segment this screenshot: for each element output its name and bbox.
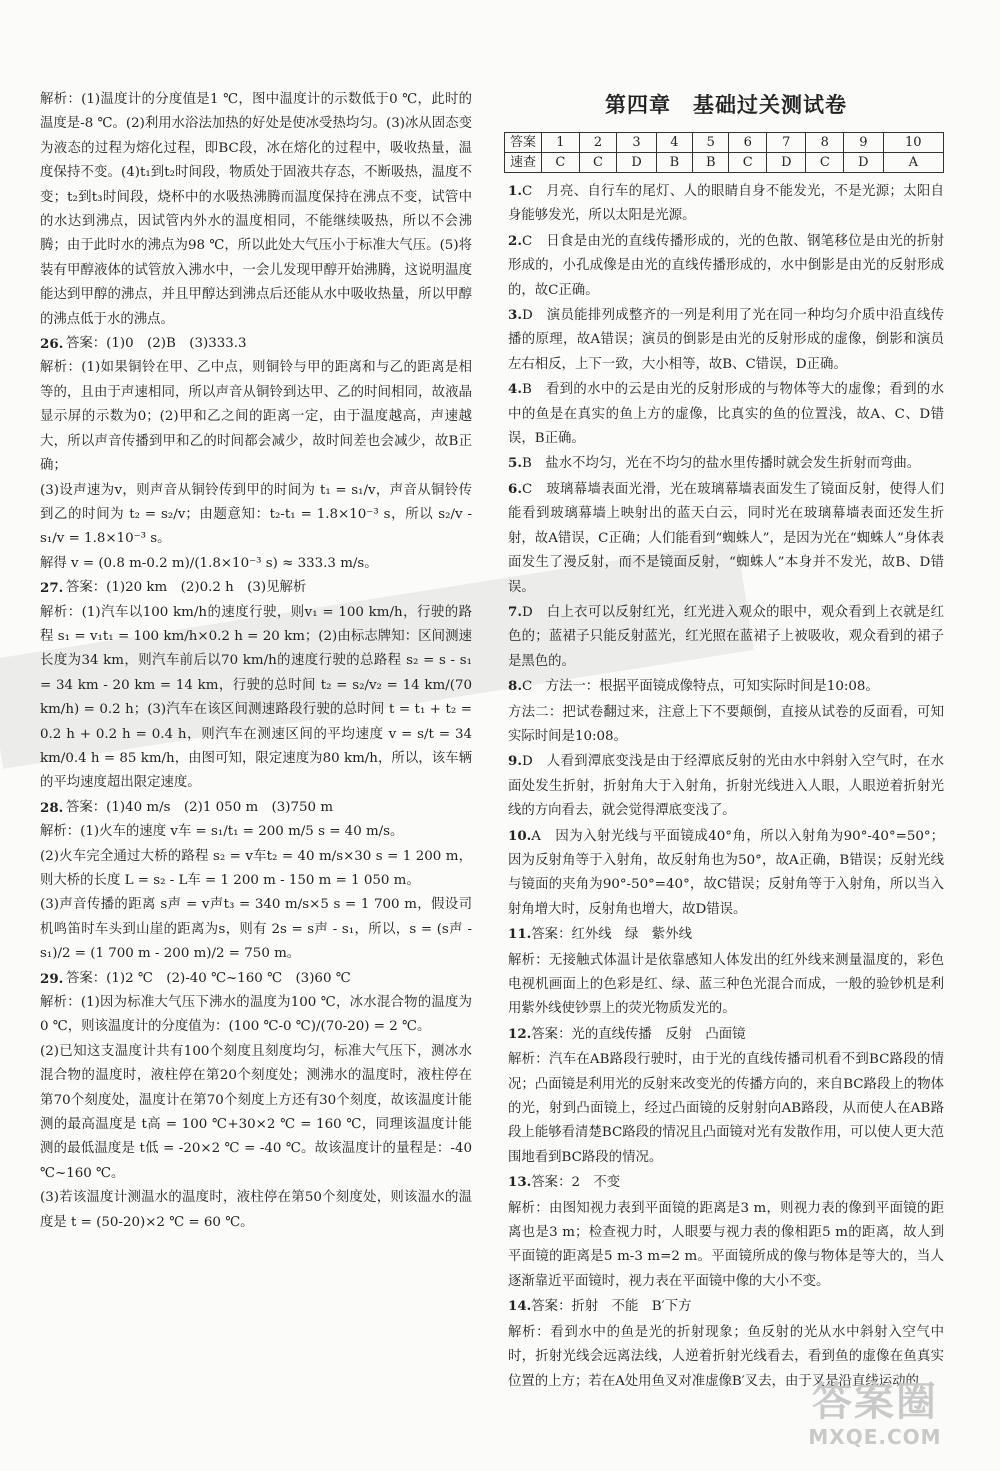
item-text: C 月亮、自行车的尾灯、人的眼睛自身不能发光，不是光源；太阳自身能够发光，所以太阳是光源。 xyxy=(508,184,944,224)
item-text: 方法二：把试卷翻过来，注意上下不要颠倒，直接从试卷的反面看，可知实际时间是10:08。 xyxy=(508,704,944,744)
answer-item xyxy=(508,674,944,699)
item-text: D 白上衣可以反射红光，红光进入观众的眼中，观众看到上衣就是红色的；蓝裙子只能反射蓝光，红光照在蓝裙子上被吸收，观众看到的裙子是黑色的。 xyxy=(508,604,944,669)
question-number: 28. xyxy=(40,799,64,816)
item-text: C 玻璃幕墙表面光滑，光在玻璃幕墙表面发生了镜面反射，使得人们能看到玻璃幕墙上映射出的蓝天白云，同时光在玻璃幕墙表面还发生折射，故A错误，C正确；人们能看到“蜘蛛人”，是因为光在“蜘蛛人”身体表面发生了漫反射，而不是镜面反射，“蜘蛛人”本身并不发光，故B、D错误。 xyxy=(508,481,944,595)
analysis-text: 解析：(1)如果铜铃在甲、乙中点，则铜铃与甲的距离和与乙的距离是相等的，且由于声速相同，所以声音从铜铃到达甲、乙的时间相同，故液晶显示屏的示数为0；(2)甲和乙之间的距离一定，由于温度越高，声速越大，所以声音传播到甲和乙的时间都会减少，故时间差也会减少，故B正确； xyxy=(40,360,472,474)
table-cell: 6 xyxy=(729,133,767,153)
watermark-url: MXQE.COM xyxy=(808,1425,942,1449)
question-number: 27. xyxy=(40,580,64,597)
analysis-text: 解析：(1)火车的速度 v车 = s₁/t₁ = 200 m/5 s = 40 m/s。 xyxy=(40,824,404,840)
table-cell: B xyxy=(656,153,692,173)
answer-table-number-row xyxy=(505,133,944,153)
left-column xyxy=(40,88,472,1235)
table-cell: 3 xyxy=(617,133,656,153)
question-number: 7. xyxy=(508,603,522,620)
question-26 xyxy=(40,332,472,576)
answer-item xyxy=(508,303,944,377)
question-number: 1. xyxy=(508,183,522,199)
item-text: 解析：看到水中的鱼是光的折射现象；鱼反射的光从水中斜射入空气中时，折射光线会远离法线，人逆着折射光线看去，看到鱼的虚像在鱼真实位置的上方；若在A处用鱼叉对准虚像B′叉去，由于叉是沿直线运动的， xyxy=(508,1324,944,1389)
question-27 xyxy=(40,576,472,796)
answer-item xyxy=(508,1022,944,1047)
answer-item xyxy=(508,377,944,451)
table-cell: 10 xyxy=(883,133,943,153)
item-text: B 盐水不均匀，光在不均匀的盐水里传播时就会发生折射而弯曲。 xyxy=(521,456,921,472)
question-number: 2. xyxy=(508,232,522,249)
chapter-title: 第四章 基础过关测试卷 xyxy=(605,93,847,117)
site-watermark xyxy=(780,1379,970,1459)
answer-item xyxy=(508,1047,944,1170)
table-cell: D xyxy=(844,153,883,173)
question-number: 5. xyxy=(508,455,522,472)
answer-line: 答案：(1)40 m/s (2)1 050 m (3)750 m xyxy=(66,799,334,815)
analysis-text: (2)火车完全通过大桥的路程 s₂ = v车t₂ = 40 m/s×30 s = 1 200 m，则大桥的长度 L = s₂ - L车 = 1 200 m - 150 m = 1 050 m。 xyxy=(40,848,472,888)
table-cell: B xyxy=(693,153,729,173)
table-cell: C xyxy=(542,153,580,173)
table-cell: 2 xyxy=(579,133,617,153)
right-items xyxy=(508,179,944,1394)
question-number: 13. xyxy=(508,1174,532,1191)
item-text: 解析：无接触式体温计是依靠感知人体发出的红外线来测量温度的，彩色电视机画面上的色彩是红、绿、蓝三种色光混合而成，一般的验钞机是利用紫外线使钞票上的荧光物质发光的。 xyxy=(508,952,944,1017)
watermark-logo-text: 答案圈 xyxy=(812,1379,938,1425)
table-cell: 7 xyxy=(767,133,806,153)
table-cell: 8 xyxy=(806,133,844,153)
answer-table xyxy=(504,132,944,173)
table-cell: 9 xyxy=(844,133,883,153)
table-cell: D xyxy=(617,153,656,173)
analysis-text: 解析：(1)因为标准大气压下沸水的温度为100 ℃，冰水混合物的温度为0 ℃，则该温度计的分度值为：(100 ℃-0 ℃)/(70-20) = 2 ℃。 xyxy=(40,995,472,1035)
answer-item xyxy=(508,1170,944,1195)
table-cell: C xyxy=(729,153,767,173)
item-text: D 人看到潭底变浅是由于经潭底反射的光由水中斜射入空气时，在水面处发生折射，折射角大于入射角，折射光线进入人眼，人眼逆着折射光线的方向看去，就会觉得潭底变浅了。 xyxy=(508,754,944,819)
item-text: 答案：光的直线传播 反射 凸面镜 xyxy=(531,1026,746,1042)
analysis-text: (3)若该温度计测温水的温度时，液柱停在第50个刻度处，则该温水的温度是 t = (50-20)×2 ℃ = 60 ℃。 xyxy=(40,1190,472,1230)
answer-line: 答案：(1)2 ℃ (2)-40 ℃~160 ℃ (3)60 ℃ xyxy=(66,970,351,986)
table-cell: D xyxy=(767,153,806,173)
question-number: 8. xyxy=(508,678,522,695)
question-number: 29. xyxy=(40,970,64,987)
answer-item xyxy=(508,1196,944,1295)
right-column xyxy=(508,90,944,1394)
item-text: B 看到的水中的云是由光的反射形成的与物体等大的虚像；看到的水中的鱼是在真实的鱼上方的虚像，比真实的鱼的位置浅，故A、C、D错误，B正确。 xyxy=(508,382,944,447)
question-number: 14. xyxy=(508,1298,532,1315)
item-text: 答案：折射 不能 B′下方 xyxy=(531,1299,692,1315)
question-28 xyxy=(40,796,472,967)
q25-analysis xyxy=(40,88,472,332)
analysis-text: (2)已知这支温度计共有100个刻度且刻度均匀，标准大气压下，测冰水混合物的温度时，液柱停在第20个刻度处；测沸水的温度时，液柱停在第70个刻度处，温度计在第70个刻度上方还有30个刻度，故该温度计能测的最高温度是 t高 = 100 ℃+30×2 ℃ = 160 ℃，同理该温度计能测的最低温度是 t低 = -20×2 ℃ = -40 ℃。故该温度计的量程是：-40 ℃~160 ℃。 xyxy=(40,1043,472,1181)
answer-item xyxy=(508,451,944,476)
q25-analysis-text: 解析：(1)温度计的分度值是1 ℃，图中温度计的示数低于0 ℃，此时的温度是-8 ℃。(2)利用水浴法加热的好处是使冰受热均匀。(3)冰从固态变为液态的过程为熔化过程，即BC段，冰在熔化的过程中，吸收热量，温度保持不变。(4)t₁到t₂时间段，物质处于固液共存态，不断吸热，温度不变；t₂到t₃时间段，烧杯中的水吸热沸腾而温度保持在沸点不变，试管中的水达到沸点，因试管内外水的温度相同，不能继续吸热，所以不会沸腾；由于此时水的沸点为98 ℃，所以此处大气压小于标准大气压。(5)将装有甲醇液体的试管放入沸水中，一会儿发现甲醇开始沸腾，这说明温度能达到甲醇的沸点，并且甲醇达到沸点后还能从水中吸收热量，所以甲醇的沸点低于水的沸点。 xyxy=(40,92,472,327)
table-label: 答案 xyxy=(505,133,542,153)
table-cell: 5 xyxy=(693,133,729,153)
item-text: D 演员能排列成整齐的一列是利用了光在同一种均匀介质中沿直线传播的原理，故A错误；演员的倒影是由光的反射形成的虚像，倒影和演员左右相反，上下一致，大小相等，故B、C错误，D正确。 xyxy=(508,308,944,372)
question-number: 10. xyxy=(508,827,532,844)
table-cell: C xyxy=(579,153,617,173)
table-label: 速查 xyxy=(505,153,542,173)
question-number: 9. xyxy=(508,753,522,770)
answer-table-answer-row xyxy=(505,153,944,173)
answer-item xyxy=(508,922,944,947)
question-number: 6. xyxy=(508,480,522,497)
answer-item xyxy=(508,749,944,823)
analysis-text: 解得 v = (0.8 m-0.2 m)/(1.8×10⁻³ s) ≈ 333.3 m/s。 xyxy=(40,555,378,571)
analysis-text: (3)声音传播的距离 s声 = v声t₃ = 340 m/s×5 s = 1 700 m，假设司机鸣笛时车头到山崖的距离为s，则有 2s = s声 - s₁，所以，s = (s声 - s₁)/2 = (1 700 m - 200 m)/2 = 750 m。 xyxy=(40,897,472,962)
table-cell: 1 xyxy=(542,133,580,153)
answer-item xyxy=(508,1294,944,1319)
answer-item xyxy=(508,229,944,303)
analysis-text: 解析：(1)汽车以100 km/h的速度行驶，则v₁ = 100 km/h，行驶的路程 s₁ = v₁t₁ = 100 km/h×0.2 h = 20 km；(2)由标志牌知：区间测速长度为34 km，则汽车前后以70 km/h的速度行驶的总路程 s₂ = s - s₁ = 34 km - 20 km = 14 km，行驶的总时间 t₂ = s₂/v₂ = 14 km/(70 km/h) = 0.2 h；(3)汽车在该区间测速路段行驶的总时间 t = t₁ + t₂ = 0.2 h + 0.2 h = 0.4 h，则汽车在测速区间的平均速度 v = s/t = 34 km/0.4 h = 85 km/h，由图可知，限定速度为80 km/h，所以，该车辆的平均速度超出限定速度。 xyxy=(40,604,472,791)
answer-item xyxy=(508,824,944,923)
item-text: A 因为入射光线与平面镜成40°角，所以入射角为90°-40°=50°；因为反射角等于入射角，故反射角也为50°，故A正确，B错误；反射光线与镜面的夹角为90°-50°=40°，故C错误；反射角等于入射角，所以当入射角增大时，反射角也增大，故D错误。 xyxy=(508,828,944,917)
answer-item xyxy=(508,948,944,1022)
answer-item xyxy=(508,477,944,600)
answer-item xyxy=(508,700,944,750)
question-number: 3. xyxy=(508,307,522,324)
question-29 xyxy=(40,967,472,1235)
item-text: C 日食是由光的直线传播形成的，光的色散、钢笔移位是由光的折射形成的，小孔成像是由光的直线传播形成的，水中倒影是由光的反射形成的，故C正确。 xyxy=(508,233,944,298)
table-cell: 4 xyxy=(656,133,692,153)
question-number: 12. xyxy=(508,1025,532,1042)
answer-line: 答案：(1)20 km (2)0.2 h (3)见解析 xyxy=(66,580,307,596)
answer-item xyxy=(508,600,944,674)
item-text: C 方法一：根据平面镜成像特点，可知实际时间是10:08。 xyxy=(521,679,879,695)
item-text: 解析：由图知视力表到平面镜的距离是3 m，则视力表的像到平面镜的距离也是3 m；检查视力时，人眼要与视力表的像相距5 m的距离，故人到平面镜的距离是5 m-3 m=2 m。平面镜所成的像与物体是等大的，当人逐渐靠近平面镜时，视力表在平面镜中像的大小不变。 xyxy=(508,1200,944,1289)
question-number: 4. xyxy=(508,381,522,398)
question-number: 26. xyxy=(40,336,64,353)
table-cell: C xyxy=(806,153,844,173)
answer-line: 答案：(1)0 (2)B (3)333.3 xyxy=(66,336,247,352)
answer-item xyxy=(508,179,944,229)
item-text: 答案：红外线 绿 紫外线 xyxy=(531,927,692,943)
analysis-text: (3)设声速为v，则声音从铜铃传到甲的时间为 t₁ = s₁/v，声音从铜铃传到乙的时间为 t₂ = s₂/v；由题意知：t₂-t₁ = 1.8×10⁻³ s，所以 s₂/v - s₁/v = 1.8×10⁻³ s。 xyxy=(40,482,472,547)
question-number: 11. xyxy=(508,926,532,943)
item-text: 解析：汽车在AB路段行驶时，由于光的直线传播司机看不到BC路段的情况；凸面镜是利用光的反射来改变光的传播方向的，来自BC路段上的物体的光，射到凸面镜上，经过凸面镜的反射射向AB路段，从而使人在AB路段上能够看清楚BC路段的情况且凸面镜对光有发散作用，可以使人更大范围地看到BC路段的情况。 xyxy=(508,1052,944,1165)
table-cell: A xyxy=(883,153,943,173)
item-text: 答案：2 不变 xyxy=(531,1175,621,1191)
